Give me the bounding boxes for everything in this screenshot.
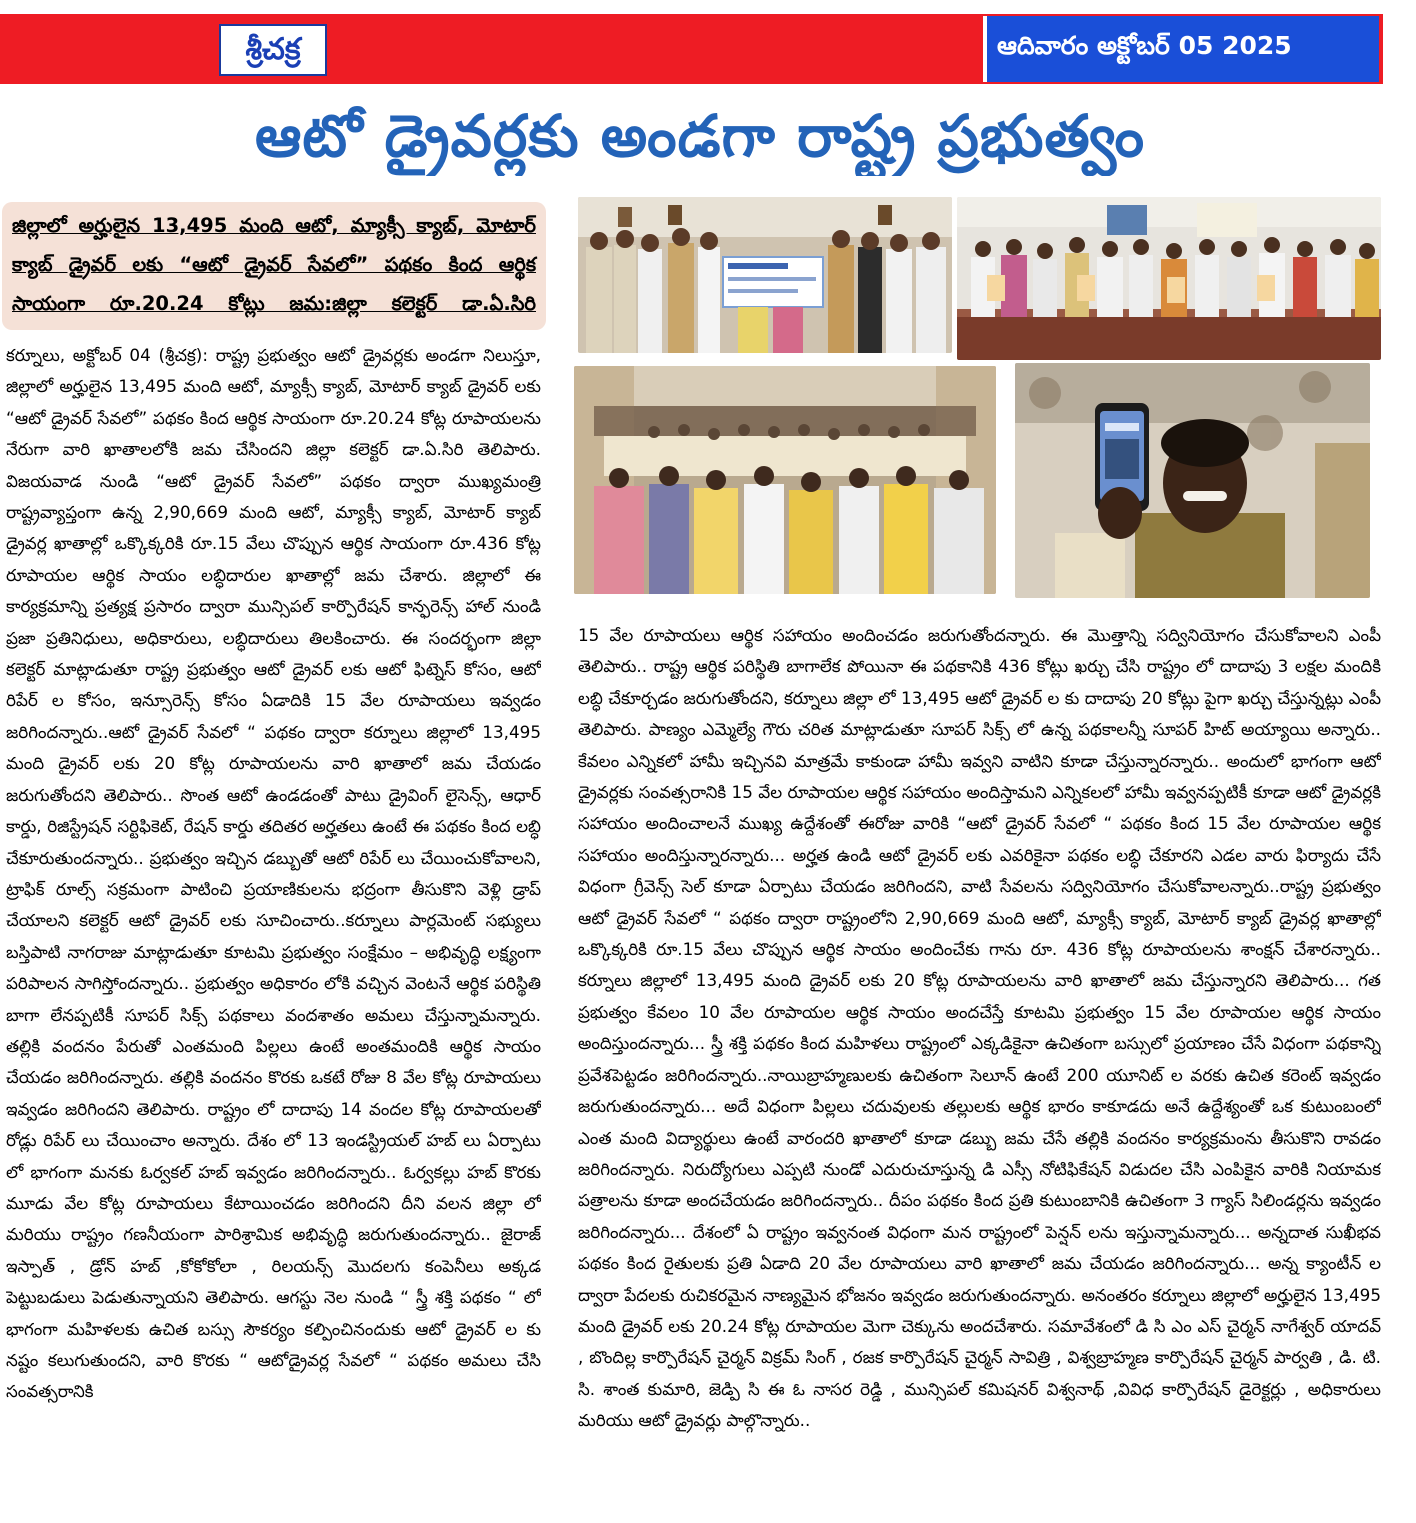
issue-date: ఆదివారం అక్టోబర్ 05 2025 xyxy=(997,31,1292,60)
headline: ఆటో డ్రైవర్లకు అండగా రాష్ట్ర ప్రభుత్వం xyxy=(254,102,1146,170)
date-box xyxy=(983,16,1379,82)
photo-cheque-presentation xyxy=(578,197,952,353)
photo-audience xyxy=(574,366,996,594)
article-left-column: కర్నూలు, అక్టోబర్ 04 (శ్రీచక్ర): రాష్ట్ర ప్రభుత్వం ఆటో డ్రైవర్లకు అండగా నిలుస్తూ, జిల్లాలో అర్హులైన 13,495 మంది ఆటో, మ్యాక్సీ క్యాబ్, మోటార్ క్యాబ్ డ్రైవర్ లకు “ఆటో డ్రైవర్ సేవలో” పథకం కింద ఆర్థిక సాయంగా రూ.20.24 కోట్ల రూపాయలను నేరుగా వారి ఖాతాలలోకి జమ చేసిందని జిల్లా కలెక్టర్ డా.ఏ.సిరి తెలిపారు. విజయవాడ నుండి “ఆటో డ్రైవర్ సేవలో” పథకం ద్వారా ముఖ్యమంత్రి రాష్ట్రవ్యాప్తంగా ఉన్న 2,90,669 మంది ఆటో, మ్యాక్సీ క్యాబ్, మోటార్ క్యాబ్ డ్రైవర్ల ఖాతాల్లో ఒక్కొక్కరికి రూ.15 వేలు చొప్పున ఆర్థిక సాయంగా రూ.436 కోట్ల రూపాయల ఆర్థిక సాయం లబ్ధిదారుల ఖాతాల్లో జమ చేశారు. జిల్లాలో ఈ కార్యక్రమాన్ని ప్రత్యక్ష ప్రసారం ద్వారా మున్సిపల్ కార్పొరేషన్ కాన్ఫరెన్స్ హాల్ నుండి ప్రజా ప్రతినిధులు, అధికారులు, లబ్ధిదారులు తిలకించారు. ఈ సందర్భంగా జిల్లా కలెక్టర్ మాట్లాడుతూ రాష్ట్ర ప్రభుత్వం ఆటో డ్రైవర్ లకు ఆటో ఫిట్నెస్ కోసం, ఆటో రిపేర్ ల కోసం, ఇన్సూరెన్స్ కోసం ఏడాదికి 15 వేల రూపాయలు ఇవ్వడం జరిగిందన్నారు..ఆటో డ్రైవర్ సేవలో “ పథకం ద్వారా కర్నూలు జిల్లాలో 13,495 మంది డ్రైవర్ లకు 20 కోట్ల రూపాయలను వారి ఖాతాలో జమ చేయడం జరుగుతోందని తెలిపారు.. సొంత ఆటో ఉండడంతో పాటు డ్రైవింగ్ లైసెన్స్, ఆధార్ కార్డు, రిజిస్ట్రేషన్ సర్టిఫికెట్, రేషన్ కార్డు తదితర అర్హతలు ఉంటే ఈ పథకం కింద లబ్ధి చేకూరుతుందన్నారు.. ప్రభుత్వం ఇచ్చిన డబ్బుతో ఆటో రిపేర్ లు చేయించుకోవాలని, ట్రాఫిక్ రూల్స్ సక్రమంగా పాటించి ప్రయాణికులను భద్రంగా తీసుకొని వెళ్లి డ్రాప్ చేయాలని కలెక్టర్ ఆటో డ్రైవర్ లకు సూచించారు..కర్నూలు పార్లమెంట్ సభ్యులు బస్తిపాటి నాగరాజు మాట్లాడుతూ కూటమి ప్రభుత్వం సంక్షేమం – అభివృద్ధి లక్ష్యంగా పరిపాలన సాగిస్తోందన్నారు.. ప్రభుత్వం అధికారం లోకి వచ్చిన వెంటనే ఆర్థిక పరిస్థితి బాగా లేనప్పటికీ సూపర్ సిక్స్ పథకాలు వందశాతం అమలు చేస్తున్నామన్నారు. తల్లికి వందనం పేరుతో ఎంతమంది పిల్లలు ఉంటే అంతమందికి ఆర్థిక సాయం చేయడం జరిగిందన్నారు. తల్లికి వందనం కొరకు ఒకటే రోజు 8 వేల కోట్ల రూపాయలు ఇవ్వడం జరిగిందని తెలిపారు. రాష్ట్రం లో దాదాపు 14 వందల కోట్ల రూపాయలతో రోడ్లు రిపేర్ లు చేయించాం అన్నారు. దేశం లో 13 ఇండస్ట్రియల్ హబ్ లు ఏర్పాటు లో భాగంగా మనకు ఓర్వకల్ హబ్ ఇవ్వడం జరిగిందన్నారు.. ఓర్వకల్లు హబ్ కొరకు మూడు వేల కోట్ల రూపాయలు కేటాయించడం జరిగిందని దీని వలన జిల్లా లో మరియు రాష్ట్రం గణనీయంగా పారిశ్రామిక అభివృద్ధి జరుగుతుందన్నారు.. జైరాజ్ ఇస్పాత్ , డ్రోన్ హబ్ ,కోకోకోలా , రిలయన్స్ మొదలగు కంపెనీలు అక్కడ పెట్టుబడులు పెడుతున్నాయని తెలిపారు. ఆగస్టు నెల నుండి “ స్త్రీ శక్తి పథకం “ లో భాగంగా మహిళలకు ఉచిత బస్సు సౌకర్యం కల్పించినందుకు ఆటో డ్రైవర్ ల కు నష్టం కలుగుతుందని, వారి కొరకు “ ఆటోడ్రైవర్ల సేవలో “ పథకం అమలు చేసి సంవత్సరానికి xyxy=(6,345,541,1402)
article-right-column: 15 వేల రూపాయలు ఆర్థిక సహాయం అందించడం జరుగుతోందన్నారు. ఈ మొత్తాన్ని సద్వినియోగం చేసుకోవాలని ఎంపీ తెలిపారు.. రాష్ట్ర ఆర్థిక పరిస్థితి బాగాలేక పోయినా ఈ పథకానికి 436 కోట్లు ఖర్చు చేసి రాష్ట్రం లో దాదాపు 3 లక్షల మందికి లబ్ధి చేకూర్చడం జరుగుతోందని, కర్నూలు జిల్లా లో 13,495 ఆటో డ్రైవర్ ల కు దాదాపు 20 కోట్లు పైగా ఖర్చు చేస్తున్నట్లు ఎంపీ తెలిపారు. పాణ్యం ఎమ్మెల్యే గౌరు చరిత మాట్లాడుతూ సూపర్ సిక్స్ లో ఉన్న పథకాలన్నీ సూపర్ హిట్ అయ్యాయి అన్నారు.. కేవలం ఎన్నికలో హామీ ఇచ్చినవి మాత్రమే కాకుండా హామీ ఇవ్వని వాటిని కూడా చేస్తున్నారన్నారు.. అందులో భాగంగా ఆటో డ్రైవర్లకు సంవత్సరానికి 15 వేల రూపాయల ఆర్థిక సహాయం అందిస్తామని ఎన్నికలలో హామీ ఇవ్వనప్పటికీ కూడా ఆటో డ్రైవర్లకి సహాయం అందించాలనే ముఖ్య ఉద్దేశంతో ఈరోజు వారికి “ఆటో డ్రైవర్ సేవలో “ పథకం కింద 15 వేల రూపాయల ఆర్థిక సహాయం అందిస్తున్నారన్నారు... అర్హత ఉండి ఆటో డ్రైవర్ లకు ఎవరికైనా పథకం లబ్ధి చేకూరని ఎడల వారు ఫిర్యాదు చేసే విధంగా గ్రీవెన్స్ సెల్ కూడా ఏర్పాటు చేయడం జరిగిందని, వాటి సేవలను సద్వినియోగం చేసుకోవాలన్నారు..రాష్ట్ర ప్రభుత్వం ఆటో డ్రైవర్ సేవలో “ పథకం ద్వారా రాష్ట్రంలోని 2,90,669 మంది ఆటో, మ్యాక్సీ క్యాబ్, మోటార్ క్యాబ్ డ్రైవర్ల ఖాతాల్లో ఒక్కొక్కరికి రూ.15 వేలు చొప్పున ఆర్థిక సాయం అందించేకు గాను రూ. 436 కోట్ల రూపాయలను శాంక్షన్ చేశారన్నారు.. కర్నూలు జిల్లాలో 13,495 మంది డ్రైవర్ లకు 20 కోట్ల రూపాయలను వారి ఖాతాలో జమ చేస్తున్నారని తెలిపారు... గత ప్రభుత్వం కేవలం 10 వేల రూపాయల ఆర్థిక సాయం అందచేస్తే కూటమి ప్రభుత్వం 15 వేల రూపాయల ఆర్థిక సాయం అందిస్తుందన్నారు... స్త్రీ శక్తి పథకం కింద మహిళలు రాష్ట్రంలో ఎక్కడికైనా ఉచితంగా బస్సులో ప్రయాణం చేసే విధంగా పథకాన్ని ప్రవేశపెట్టడం జరిగిందన్నారు..నాయిబ్రాహ్మణులకు ఉచితంగా సెలూన్ ఉంటే 200 యూనిట్ ల వరకు ఉచిత కరెంట్ ఇవ్వడం జరుగుతుందన్నారు... అదే విధంగా పిల్లలు చదువులకు తల్లులకు ఆర్థిక భారం కాకూడదు అనే ఉద్దేశ్యంతో ఒక కుటుంబంలో ఎంత మంది విద్యార్థులు ఉంటే వారందరి ఖాతాలో కూడా డబ్బు జమ చేసే తల్లికి వందనం కార్యక్రమంను తీసుకొని రావడం జరిగిందన్నారు. నిరుద్యోగులు ఎప్పటి నుండో ఎదురుచూస్తున్న డి ఎస్సీ నోటిఫికేషన్ విడుదల చేసి ఎంపికైన వారికి నియామక పత్రాలను కూడా అందచేయడం జరిగిందన్నారు.. దీపం పథకం కింద ప్రతి కుటుంబానికి ఉచితంగా 3 గ్యాస్ సిలిండర్లను ఇవ్వడం జరిగిందన్నారు... దేశంలో ఏ రాష్ట్రం ఇవ్వనంత విధంగా మన రాష్ట్రంలో పెన్షన్ లను ఇస్తున్నామన్నారు... అన్నదాత సుఖీభవ పథకం కింద రైతులకు ప్రతి ఏడాది 20 వేల రూపాయలు వారి ఖాతాలో జమ చేయడం జరిగిందన్నారు... అన్న క్యాంటీన్ ల ద్వారా పేదలకు రుచికరమైన నాణ్యమైన భోజనం ఇవ్వడం జరుగుతుందన్నారు. అనంతరం కర్నూలు జిల్లాలో అర్హులైన 13,495 మంది డ్రైవర్ లకు 20.24 కోట్ల రూపాయల మెగా చెక్కును అందచేశారు. సమావేశంలో డి సి ఎం ఎస్ చైర్మన్ నాగేశ్వర్ యాదవ్ , బొందిల్ల కార్పొరేషన్ చైర్మన్ విక్రమ్ సింగ్ , రజక కార్పొరేషన్ చైర్మన్ సావిత్రి , విశ్వబ్రాహ్మణ కార్పొరేషన్ చైర్మన్ పార్వతి , డి. టి. సి. శాంత కుమారి, జెడ్పి సి ఈ ఓ నాసర రెడ్డి , మున్సిపల్ కమిషనర్ విశ్వనాథ్ ,వివిధ కార్పొరేషన్ డైరెక్టర్లు , అధికారులు మరియు ఆటో డ్రైవర్లు పాల్గొన్నారు.. xyxy=(578,625,1381,1431)
photo-stage-release xyxy=(957,197,1381,360)
masthead-band xyxy=(0,14,1383,84)
highlight-box: జిల్లాలో అర్హులైన 13,495 మంది ఆటో, మ్యాక్సీ క్యాబ్, మోటార్ క్యాబ్ డ్రైవర్ లకు “ఆటో డ్రైవర్ సేవలో” పథకం కింద ఆర్థిక సాయంగా రూ.20.24 కోట్లు జమ:జిల్లా కలెక్టర్ డా.ఏ.సిరి xyxy=(2,202,546,330)
logo-text: శ్రీచక్ర xyxy=(245,32,301,67)
photo-driver-with-phone xyxy=(1015,363,1370,598)
newspaper-logo xyxy=(219,24,327,76)
